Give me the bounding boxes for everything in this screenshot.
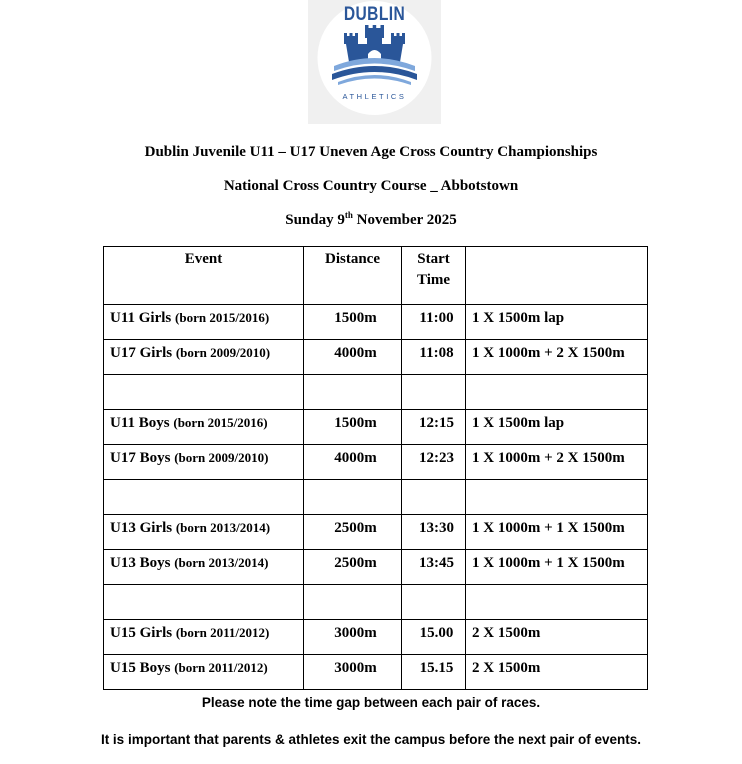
laps-cell: 1 X 1000m + 1 X 1500m xyxy=(466,515,648,550)
distance-cell: 2500m xyxy=(304,550,402,585)
laps-cell xyxy=(466,375,648,410)
event-cell xyxy=(104,655,304,690)
table-row xyxy=(104,445,648,480)
event-name: U11 Boys xyxy=(110,415,174,431)
event-name: U15 Girls xyxy=(110,625,176,641)
event-cell xyxy=(104,340,304,375)
header-distance: Distance xyxy=(304,247,402,305)
distance-cell: 3000m xyxy=(304,620,402,655)
table-row xyxy=(104,515,648,550)
distance-cell: 3000m xyxy=(304,655,402,690)
start-time-cell: 13:30 xyxy=(402,515,466,550)
start-time-cell: 12:15 xyxy=(402,410,466,445)
exit-campus-note: It is important that parents & athletes exit the campus before the next pair of events. xyxy=(100,732,642,747)
event-name: U13 Boys xyxy=(110,555,175,571)
event-cell xyxy=(104,445,304,480)
laps-cell: 1 X 1000m + 1 X 1500m xyxy=(466,550,648,585)
start-time-cell: 13:45 xyxy=(402,550,466,585)
birth-years: (born 2013/2014) xyxy=(175,520,271,535)
date-rest: November 2025 xyxy=(352,212,457,228)
laps-cell: 2 X 1500m xyxy=(466,620,648,655)
date-day: Sunday 9 xyxy=(285,212,345,228)
laps-cell xyxy=(466,480,648,515)
birth-years: (born 2009/2010) xyxy=(175,345,271,360)
birth-years: (born 2015/2016) xyxy=(173,415,268,430)
event-cell xyxy=(104,585,304,620)
laps-cell: 1 X 1000m + 2 X 1500m xyxy=(466,445,648,480)
start-time-cell xyxy=(402,480,466,515)
event-cell xyxy=(104,480,304,515)
distance-cell: 4000m xyxy=(304,445,402,480)
birth-years: (born 2009/2010) xyxy=(174,450,269,465)
logo-title: DUBLIN xyxy=(343,4,406,25)
table-row-spacer xyxy=(104,375,648,410)
time-gap-note: Please note the time gap between each pair of races. xyxy=(201,695,541,710)
logo-subtitle: ATHLETICS xyxy=(342,92,407,101)
table-row-spacer xyxy=(104,480,648,515)
start-time-cell xyxy=(402,585,466,620)
event-name: U17 Boys xyxy=(110,450,175,466)
birth-years: (born 2015/2016) xyxy=(175,310,270,325)
event-name: U17 Girls xyxy=(110,345,176,361)
birth-years: (born 2011/2012) xyxy=(175,625,270,640)
start-time-cell: 15.15 xyxy=(402,655,466,690)
date-heading xyxy=(0,212,742,229)
table-row xyxy=(104,305,648,340)
table-row xyxy=(104,410,648,445)
distance-cell xyxy=(304,585,402,620)
event-schedule-table xyxy=(103,246,648,690)
distance-cell: 4000m xyxy=(304,340,402,375)
event-cell xyxy=(104,410,304,445)
event-cell xyxy=(104,515,304,550)
birth-years: (born 2013/2014) xyxy=(174,555,269,570)
header-notes xyxy=(466,247,648,305)
distance-cell xyxy=(304,480,402,515)
event-cell xyxy=(104,550,304,585)
event-cell xyxy=(104,620,304,655)
laps-cell: 1 X 1500m lap xyxy=(466,410,648,445)
table-header-row xyxy=(104,247,648,305)
laps-cell: 1 X 1500m lap xyxy=(466,305,648,340)
header-start-line2: Time xyxy=(416,272,451,288)
distance-cell xyxy=(304,375,402,410)
header-event: Event xyxy=(104,247,304,305)
table-row-spacer xyxy=(104,585,648,620)
header-start-line1: Start xyxy=(417,251,450,267)
table-row xyxy=(104,655,648,690)
table-row xyxy=(104,340,648,375)
dublin-athletics-logo xyxy=(308,0,441,124)
birth-years: (born 2011/2012) xyxy=(174,660,268,675)
page-title: Dublin Juvenile U11 – U17 Uneven Age Cross Country Championships xyxy=(144,144,598,160)
event-name: U13 Girls xyxy=(110,520,176,536)
laps-cell: 2 X 1500m xyxy=(466,655,648,690)
event-cell xyxy=(104,305,304,340)
laps-cell xyxy=(466,585,648,620)
event-cell xyxy=(104,375,304,410)
date-ordinal-suffix: th xyxy=(344,210,353,220)
start-time-cell: 12:23 xyxy=(402,445,466,480)
header-start-time xyxy=(402,247,466,305)
event-name: U11 Girls xyxy=(110,310,176,326)
event-name: U15 Boys xyxy=(110,660,175,676)
laps-cell: 1 X 1000m + 2 X 1500m xyxy=(466,340,648,375)
venue-heading: National Cross Country Course _ Abbotstown xyxy=(223,178,519,194)
distance-cell: 1500m xyxy=(304,410,402,445)
table-row xyxy=(104,550,648,585)
distance-cell: 1500m xyxy=(304,305,402,340)
start-time-cell: 11:00 xyxy=(402,305,466,340)
start-time-cell xyxy=(402,375,466,410)
start-time-cell: 15.00 xyxy=(402,620,466,655)
distance-cell: 2500m xyxy=(304,515,402,550)
table-row xyxy=(104,620,648,655)
start-time-cell: 11:08 xyxy=(402,340,466,375)
